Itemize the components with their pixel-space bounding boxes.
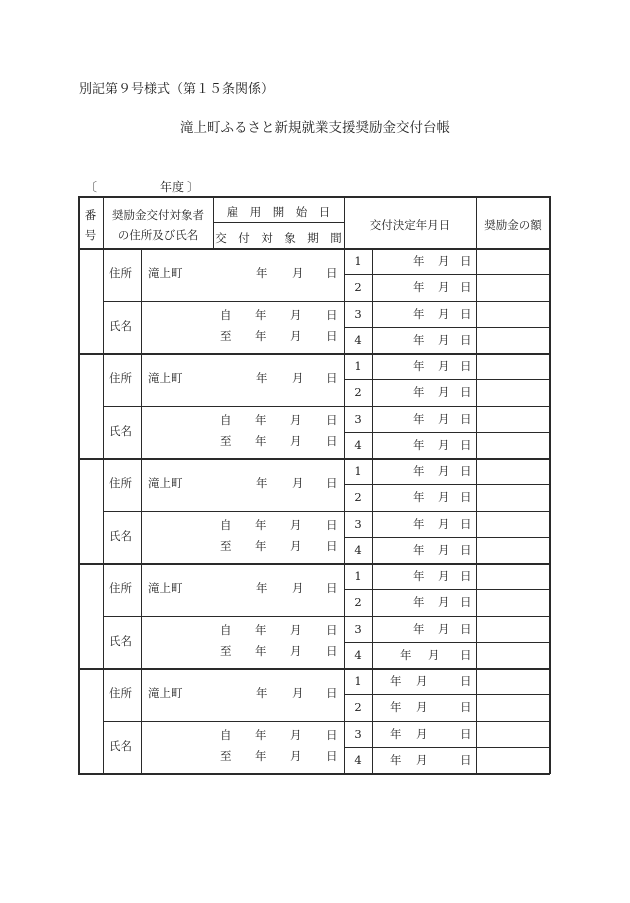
period-to-year: 年 [255, 749, 267, 763]
decision-year: 年 [413, 621, 425, 636]
period-from-month: 月 [290, 308, 302, 322]
decision-number: 1 [354, 569, 362, 583]
period-to-month: 月 [290, 749, 302, 763]
decision-year: 年 [413, 306, 425, 321]
decision-number: 4 [354, 647, 362, 662]
decision-year: 年 [413, 490, 425, 505]
decision-month: 月 [438, 542, 450, 557]
decision-row-line [344, 484, 550, 485]
period-from-month: 月 [290, 623, 302, 637]
period-to: 至 [220, 749, 232, 763]
period-to: 至 [220, 329, 232, 343]
decision-day: 日 [460, 254, 472, 268]
decision-row-line [344, 589, 550, 590]
address-town: 滝上町 [148, 371, 183, 385]
decision-month: 月 [438, 569, 450, 583]
record-divider [78, 353, 550, 355]
header-grant-period: 交 付 対 象 期 間 [215, 231, 342, 245]
decision-day: 日 [460, 647, 472, 662]
employment-day: 日 [326, 476, 338, 490]
decision-row-line [344, 694, 550, 695]
decision-day: 日 [460, 437, 472, 452]
decision-number: 2 [354, 280, 362, 295]
period-from: 自 [220, 413, 232, 427]
header-amount: 奨励金の額 [484, 218, 542, 232]
employment-year: 年 [256, 371, 268, 385]
employment-month: 月 [292, 476, 304, 490]
period-from: 自 [220, 623, 232, 637]
header-number-2: 号 [84, 228, 97, 242]
employment-year: 年 [256, 581, 268, 595]
decision-number: 1 [354, 359, 362, 373]
record-divider [78, 563, 550, 565]
record-divider [78, 458, 550, 460]
decision-day: 日 [460, 542, 472, 557]
decision-month: 月 [438, 595, 450, 610]
decision-month: 月 [438, 437, 450, 452]
fiscal-year-close-bracket: 〕 [187, 180, 200, 194]
record-divider [78, 668, 550, 670]
decision-month: 月 [438, 254, 450, 268]
decision-year: 年 [413, 385, 425, 400]
period-from-month: 月 [290, 518, 302, 532]
period-from-day: 日 [326, 308, 338, 322]
name-label: 氏名 [109, 529, 132, 543]
decision-row-line [344, 327, 550, 328]
period-from-month: 月 [290, 728, 302, 742]
address-label: 住所 [109, 371, 132, 385]
record-mid-line [103, 301, 344, 302]
decision-number: 4 [354, 437, 362, 452]
header-recipient-2: の住所及び氏名 [117, 228, 199, 242]
decision-year: 年 [413, 516, 425, 531]
address-label: 住所 [109, 581, 132, 595]
period-to-day: 日 [326, 749, 338, 763]
employment-month: 月 [292, 581, 304, 595]
decision-year: 年 [413, 411, 425, 426]
decision-number: 4 [354, 752, 362, 767]
decision-day: 日 [460, 464, 472, 478]
decision-year: 年 [413, 359, 425, 373]
decision-number: 1 [354, 254, 362, 268]
decision-row-line [344, 406, 550, 407]
name-label: 氏名 [109, 739, 132, 753]
decision-year: 年 [413, 595, 425, 610]
decision-month: 月 [438, 464, 450, 478]
address-label: 住所 [109, 686, 132, 700]
employment-day: 日 [326, 371, 338, 385]
decision-month: 月 [438, 332, 450, 347]
address-label: 住所 [109, 476, 132, 490]
decision-year: 年 [413, 542, 425, 557]
name-label: 氏名 [109, 634, 132, 648]
period-from-year: 年 [255, 308, 267, 322]
decision-number: 2 [354, 700, 362, 715]
decision-month: 月 [416, 674, 428, 688]
decision-month: 月 [428, 647, 440, 662]
decision-row-line [344, 432, 550, 433]
record-mid-line [103, 721, 344, 722]
period-from-day: 日 [326, 728, 338, 742]
form-id: 別記第９号様式（第１５条関係） [79, 82, 275, 97]
period-to-month: 月 [290, 539, 302, 553]
header-decision-date: 交付決定年月日 [369, 218, 451, 232]
decision-year: 年 [413, 254, 425, 268]
decision-row-line [344, 511, 550, 512]
decision-day: 日 [460, 516, 472, 531]
period-to-month: 月 [290, 434, 302, 448]
decision-month: 月 [438, 621, 450, 636]
decision-year: 年 [413, 437, 425, 452]
period-to-day: 日 [326, 434, 338, 448]
decision-year: 年 [413, 569, 425, 583]
period-from-year: 年 [255, 518, 267, 532]
address-town: 滝上町 [148, 476, 183, 490]
period-from-year: 年 [255, 623, 267, 637]
period-from: 自 [220, 518, 232, 532]
decision-row-line [344, 537, 550, 538]
decision-year: 年 [390, 674, 402, 688]
fiscal-year-label: 年度 [160, 180, 185, 194]
decision-row-line [344, 642, 550, 643]
decision-day: 日 [460, 306, 472, 321]
decision-number: 3 [354, 621, 362, 636]
decision-number: 4 [354, 332, 362, 347]
address-town: 滝上町 [148, 581, 183, 595]
header-employment-start: 雇 用 開 始 日 [226, 205, 331, 219]
period-to-month: 月 [290, 329, 302, 343]
period-from-year: 年 [255, 728, 267, 742]
employment-month: 月 [292, 266, 304, 280]
period-to-year: 年 [255, 434, 267, 448]
header-number-1: 番 [84, 208, 97, 222]
record-mid-line [103, 511, 344, 512]
decision-number: 3 [354, 306, 362, 321]
decision-day: 日 [460, 359, 472, 373]
decision-number: 4 [354, 542, 362, 557]
employment-day: 日 [326, 686, 338, 700]
period-from: 自 [220, 308, 232, 322]
decision-row-line [344, 274, 550, 275]
address-town: 滝上町 [148, 266, 183, 280]
record-mid-line [103, 406, 344, 407]
period-to-day: 日 [326, 539, 338, 553]
decision-year: 年 [413, 332, 425, 347]
decision-month: 月 [438, 411, 450, 426]
decision-month: 月 [416, 752, 428, 767]
decision-number: 2 [354, 385, 362, 400]
period-to-day: 日 [326, 329, 338, 343]
record-mid-line [103, 616, 344, 617]
employment-month: 月 [292, 686, 304, 700]
period-from-day: 日 [326, 623, 338, 637]
decision-number: 2 [354, 595, 362, 610]
employment-month: 月 [292, 371, 304, 385]
decision-number: 3 [354, 411, 362, 426]
decision-day: 日 [460, 595, 472, 610]
period-from-year: 年 [255, 413, 267, 427]
decision-row-line [344, 301, 550, 302]
period-to-day: 日 [326, 644, 338, 658]
decision-day: 日 [460, 700, 472, 715]
decision-row-line [344, 721, 550, 722]
decision-month: 月 [416, 726, 428, 741]
period-to-year: 年 [255, 329, 267, 343]
period-from-month: 月 [290, 413, 302, 427]
decision-row-line [344, 616, 550, 617]
decision-day: 日 [460, 411, 472, 426]
period-to: 至 [220, 434, 232, 448]
period-to-year: 年 [255, 644, 267, 658]
decision-row-line [344, 747, 550, 748]
address-label: 住所 [109, 266, 132, 280]
decision-number: 3 [354, 516, 362, 531]
decision-day: 日 [460, 332, 472, 347]
decision-day: 日 [460, 385, 472, 400]
decision-day: 日 [460, 280, 472, 295]
decision-month: 月 [416, 700, 428, 715]
period-to-month: 月 [290, 644, 302, 658]
decision-month: 月 [438, 359, 450, 373]
page-title: 滝上町ふるさと新規就業支援奨励金交付台帳 [180, 120, 450, 136]
decision-row-line [344, 379, 550, 380]
decision-year: 年 [390, 726, 402, 741]
decision-day: 日 [460, 490, 472, 505]
decision-number: 2 [354, 490, 362, 505]
period-to: 至 [220, 644, 232, 658]
name-label: 氏名 [109, 319, 132, 333]
decision-day: 日 [460, 621, 472, 636]
period-to-year: 年 [255, 539, 267, 553]
decision-month: 月 [438, 516, 450, 531]
decision-day: 日 [460, 674, 472, 688]
employment-year: 年 [256, 266, 268, 280]
fiscal-year-open-bracket: 〔 [85, 180, 98, 194]
decision-year: 年 [413, 464, 425, 478]
period-from-day: 日 [326, 413, 338, 427]
decision-number: 3 [354, 726, 362, 741]
decision-number: 1 [354, 464, 362, 478]
period-from-day: 日 [326, 518, 338, 532]
decision-day: 日 [460, 726, 472, 741]
employment-day: 日 [326, 581, 338, 595]
employment-day: 日 [326, 266, 338, 280]
decision-year: 年 [413, 280, 425, 295]
header-recipient-1: 奨励金交付対象者 [112, 208, 204, 222]
period-from: 自 [220, 728, 232, 742]
decision-month: 月 [438, 385, 450, 400]
decision-year: 年 [390, 700, 402, 715]
decision-day: 日 [460, 752, 472, 767]
employment-year: 年 [256, 476, 268, 490]
decision-day: 日 [460, 569, 472, 583]
period-to: 至 [220, 539, 232, 553]
decision-month: 月 [438, 306, 450, 321]
name-label: 氏名 [109, 424, 132, 438]
decision-year: 年 [400, 647, 412, 662]
address-town: 滝上町 [148, 686, 183, 700]
decision-number: 1 [354, 674, 362, 688]
decision-month: 月 [438, 490, 450, 505]
decision-year: 年 [390, 752, 402, 767]
employment-year: 年 [256, 686, 268, 700]
ledger-table [78, 196, 550, 774]
decision-month: 月 [438, 280, 450, 295]
